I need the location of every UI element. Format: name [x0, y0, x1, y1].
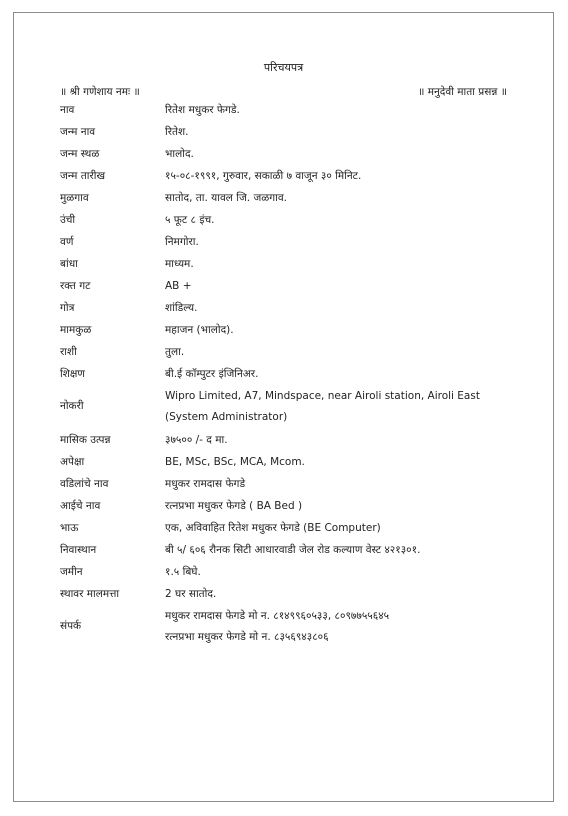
field-value: निमगोरा.	[165, 236, 199, 248]
field-label: आईचे नाव	[60, 500, 101, 512]
field-label: स्थावर मालमत्ता	[60, 588, 120, 600]
field-value: रितेश.	[165, 126, 189, 138]
field-value: बी.ई कॉम्पुटर इंजिनिअर.	[165, 368, 259, 380]
field-label: नोकरी	[60, 400, 84, 412]
field-value: १.५ बिघे.	[165, 566, 201, 578]
field-label: वडिलांचे नाव	[60, 478, 109, 490]
field-label: जन्म नाव	[60, 126, 96, 138]
field-label: वर्ण	[60, 236, 74, 248]
field-label: उंची	[60, 214, 76, 226]
field-label: रक्त गट	[60, 280, 91, 292]
field-value: तुला.	[165, 346, 185, 358]
field-label: अपेक्षा	[60, 456, 85, 468]
blessing-right: ॥ मनुदेवी माता प्रसन्न ॥	[418, 86, 507, 98]
field-value: ५ फूट ८ इंच.	[165, 214, 215, 226]
field-label: राशी	[60, 346, 77, 358]
field-label: जमीन	[60, 566, 83, 578]
field-value: मधुकर रामदास फेगडे	[165, 478, 246, 490]
field-label: मासिक उत्पन्न	[60, 434, 111, 446]
field-label: शिक्षण	[60, 368, 85, 380]
field-value: 2 घर सातोद.	[165, 588, 217, 600]
document-page	[13, 12, 554, 802]
field-value: माध्यम.	[165, 258, 194, 270]
field-value: BE, MSc, BSc, MCA, Mcom.	[165, 456, 305, 468]
field-label: मुळगाव	[60, 192, 89, 204]
field-value: रत्नप्रभा मधुकर फेगडे ( BA Bed )	[165, 500, 303, 512]
field-value: शांडिल्य.	[165, 302, 198, 314]
field-label: मामकुळ	[60, 324, 92, 336]
field-value-line2: (System Administrator)	[165, 411, 288, 423]
field-value: मधुकर रामदास फेगडे मो न. ८१४९९६०५३३, ८०९७७५५६४५	[165, 610, 390, 622]
field-label: जन्म तारीख	[60, 170, 106, 182]
field-value: बी ५/ ६०६ रौनक सिटी आधारवाडी जेल रोड कल्याण वेस्ट ४२१३०१.	[165, 544, 421, 556]
field-value: एक, अविवाहित रितेश मधुकर फेगडे (BE Computer)	[165, 522, 381, 534]
field-value: सातोद, ता. यावल जि. जळगाव.	[165, 192, 288, 204]
field-label: निवास्थान	[60, 544, 97, 556]
field-value: Wipro Limited, A7, Mindspace, near Airoli station, Airoli East	[165, 390, 480, 402]
field-label: नाव	[60, 104, 75, 116]
field-value: १५-०८-१९९१, गुरुवार, सकाळी ७ वाजून ३० मिनिट.	[165, 170, 362, 182]
field-value: भालोद.	[165, 148, 194, 160]
field-value-line2: रत्नप्रभा मधुकर फेगडे मो न. ८३५६९४३८०६	[165, 631, 329, 643]
field-label: जन्म स्थळ	[60, 148, 100, 160]
field-label: संपर्क	[60, 620, 82, 632]
field-label: बांधा	[60, 258, 78, 270]
field-label: गोत्र	[60, 302, 75, 314]
field-value: रितेश मधुकर फेगडे.	[165, 104, 240, 116]
field-label: भाऊ	[60, 522, 79, 534]
field-value: AB +	[165, 280, 192, 292]
field-value: महाजन (भालोद).	[165, 324, 234, 336]
field-value: ३७५०० /- द मा.	[165, 434, 228, 446]
blessing-left: ॥ श्री गणेशाय नमः ॥	[60, 86, 140, 98]
page-title: परिचयपत्र	[263, 61, 304, 74]
